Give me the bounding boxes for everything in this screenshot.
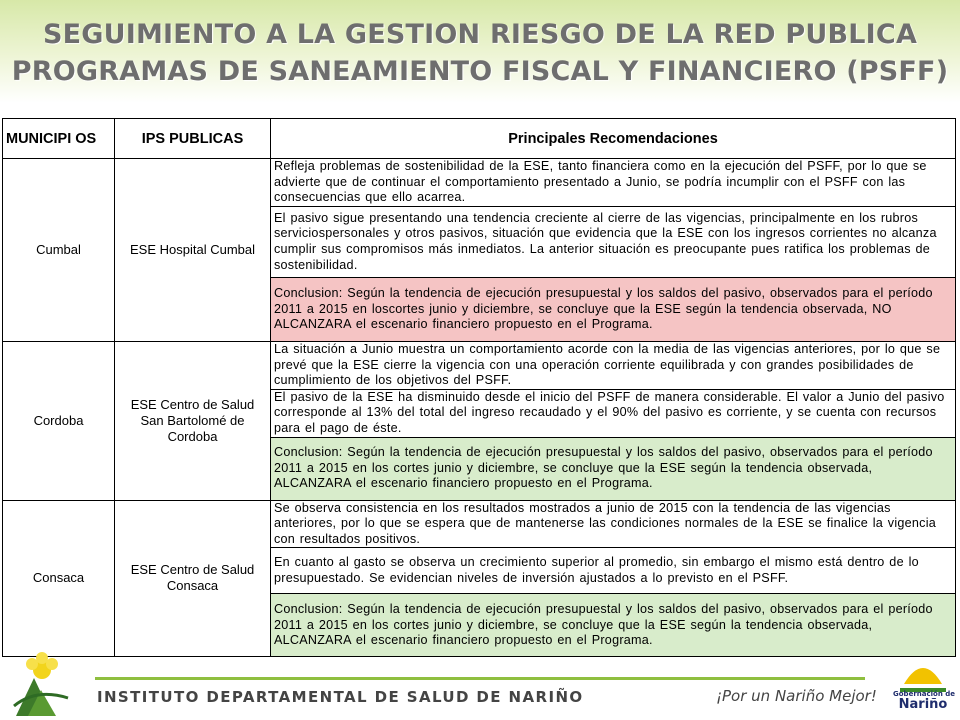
- recommendation-cell: La situación a Junio muestra un comportamiento acorde con la media de las vigencias anteriores, por lo que se prevé que la ESE cierre la vigencia con una operación corriente equilibrada y con grandes posibilidades de cumplimiento de los objetivos del PSFF.: [271, 342, 956, 390]
- recommendation-cell: El pasivo sigue presentando una tendencia creciente al cierre de las vigencias, principalmente en los rubros serviciospersonales y otros pasivos, situación que evidencia que la ESE con los ingresos corrientes no alcanza cumplir sus compromisos más inmediatos. La anterior situación es preocupante pues ratifica los problemas de sostenibilidad.: [271, 207, 956, 278]
- table-row: [3, 342, 956, 390]
- recommendation-cell: Refleja problemas de sostenibilidad de la ESE, tanto financiera como en la ejecución del PSFF, por lo que se advierte que de continuar el comportamiento presentado a Junio, se podría incumplir con el PSFF con las consecuencias que ello acarrea.: [271, 159, 956, 207]
- conclusion-cell-negative: Conclusion: Según la tendencia de ejecución presupuestal y los saldos del pasivo, observados para el período 2011 a 2015 en loscortes junio y diciembre, se concluye que la ESE según la tendencia observada, NO ALCANZARA el escenario financiero propuesto en el Programa.: [271, 278, 956, 342]
- recommendation-cell: En cuanto al gasto se observa un crecimiento superior al promedio, sin embargo el mismo está dentro de lo presupuestado. Se evidencian niveles de inversión ajustados a lo previsto en el PSFF.: [271, 548, 956, 594]
- title-line-1: SEGUIMIENTO A LA GESTION RIESGO DE LA RED PUBLICA: [42, 19, 918, 50]
- table-row: [3, 500, 956, 548]
- municipio-cell: Cordoba: [3, 342, 115, 501]
- header-municipios: MUNICIPI OS: [3, 119, 115, 159]
- header-recomendaciones: Principales Recomendaciones: [271, 119, 956, 159]
- page-title: [0, 16, 960, 90]
- gobernacion-small-text: Gobernación de: [893, 690, 956, 698]
- recommendations-table: [2, 118, 956, 657]
- table-row: [3, 159, 956, 207]
- footer-institute-name: INSTITUTO DEPARTAMENTAL DE SALUD DE NARIÑO: [97, 688, 584, 706]
- footer-divider: [95, 677, 865, 680]
- recommendation-cell: Se observa consistencia en los resultados mostrados a junio de 2015 con la tendencia de las vigencias anteriores, por lo que se espera que de mantenerse las condiciones normales de la ESE se finalice la vigencia con resultados positivos.: [271, 500, 956, 548]
- ips-cell: ESE Centro de Salud San Bartolomé de Cordoba: [115, 342, 271, 501]
- ips-cell: ESE Hospital Cumbal: [115, 159, 271, 342]
- ips-cell: ESE Centro de Salud Consaca: [115, 500, 271, 657]
- table-header-row: [3, 119, 956, 159]
- header-ips: IPS PUBLICAS: [115, 119, 271, 159]
- footer-slogan: ¡Por un Nariño Mejor!: [716, 687, 877, 705]
- title-line-2: PROGRAMAS DE SANEAMIENTO FISCAL Y FINANCIERO (PSFF): [11, 56, 949, 87]
- conclusion-cell-positive: Conclusion: Según la tendencia de ejecución presupuestal y los saldos del pasivo, observados para el período 2011 a 2015 en los cortes junio y diciembre, se concluye que la ESE según la tendencia observada, ALCANZARA el escenario financiero propuesto en el Programa.: [271, 594, 956, 657]
- institute-logo-icon: [6, 648, 76, 718]
- gobernacion-big-text: Nariño: [898, 697, 948, 712]
- municipio-cell: Consaca: [3, 500, 115, 657]
- conclusion-cell-positive: Conclusion: Según la tendencia de ejecución presupuestal y los saldos del pasivo, observados para el período 2011 a 2015 en los cortes junio y diciembre, se concluye que la ESE según la tendencia observada, ALCANZARA el escenario financiero propuesto en el Programa.: [271, 437, 956, 500]
- municipio-cell: Cumbal: [3, 159, 115, 342]
- gobernacion-label: [893, 690, 956, 712]
- recommendation-cell: El pasivo de la ESE ha disminuido desde el inicio del PSFF de manera considerable. El valor a Junio del pasivo corresponde al 13% del total del ingreso recaudado y el 90% del pasivo es corriente, y se cuenta con recursos para el pago de éste.: [271, 389, 956, 437]
